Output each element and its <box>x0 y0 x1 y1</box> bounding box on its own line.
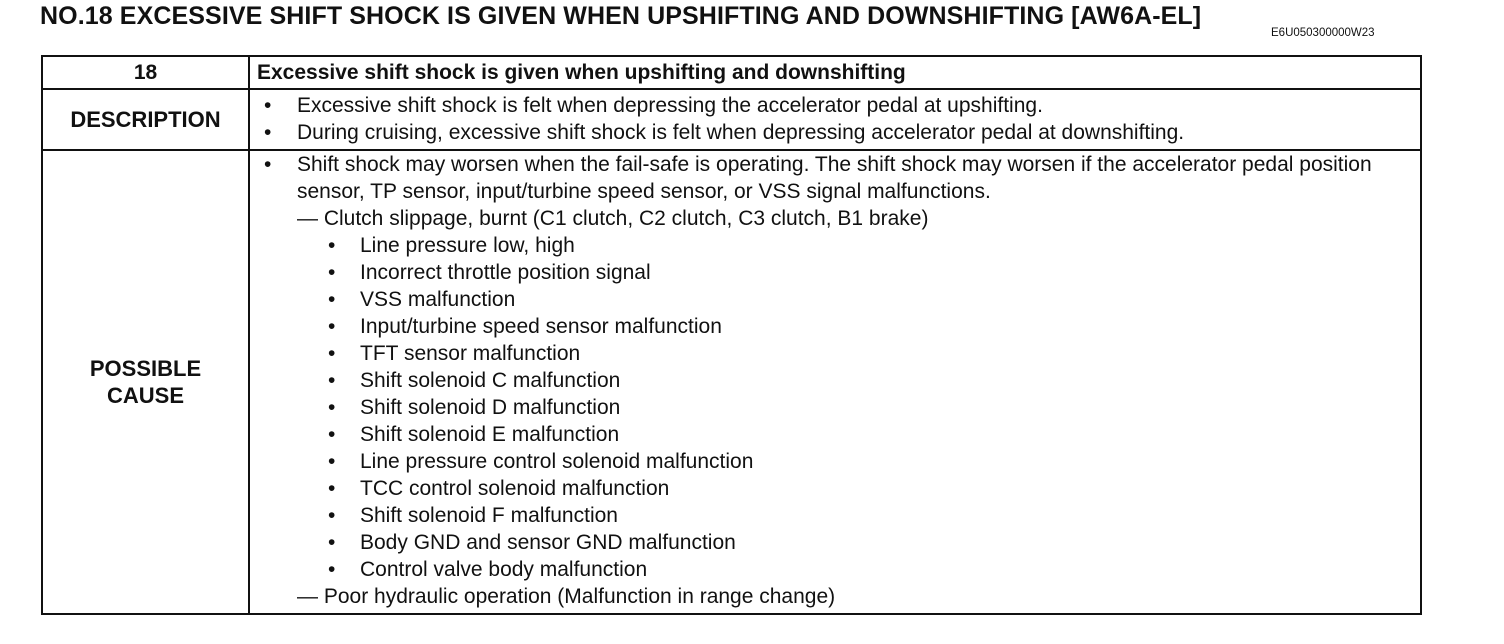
list-item-text: Control valve body malfunction <box>360 558 648 581</box>
bullet-icon: • <box>328 423 336 446</box>
cause-intro <box>250 151 1420 205</box>
bullet-icon: • <box>264 94 272 117</box>
list-item <box>250 475 1420 502</box>
list-item <box>250 394 1420 421</box>
list-item-text: Shift solenoid C malfunction <box>360 369 621 392</box>
list-item <box>250 232 1420 259</box>
bullet-icon: • <box>328 342 336 365</box>
possible-cause-row <box>42 150 1421 614</box>
bullet-icon: • <box>328 477 336 500</box>
bullet-icon: • <box>328 396 336 419</box>
cause-intro-text: Shift shock may worsen when the fail-safe is operating. The shift shock may worsen if the accelerator pedal position sensor, TP sensor, input/turbine speed sensor, or VSS signal malfunctions. <box>297 153 1372 203</box>
list-item <box>250 367 1420 394</box>
bullet-icon: • <box>328 288 336 311</box>
description-content <box>249 89 1421 150</box>
possible-cause-label-line1: POSSIBLE <box>89 356 202 381</box>
description-item-text: During cruising, excessive shift shock is felt when depressing accelerator pedal at downshifting. <box>297 121 1185 144</box>
cause-dash-hydraulic: — Poor hydraulic operation (Malfunction in range change) <box>297 585 836 608</box>
description-row <box>42 89 1421 150</box>
possible-cause-content <box>249 150 1421 614</box>
list-item-text: Shift solenoid E malfunction <box>360 423 620 446</box>
page-title: NO.18 EXCESSIVE SHIFT SHOCK IS GIVEN WHEN UPSHIFTING AND DOWNSHIFTING [AW6A-EL] <box>40 2 1202 30</box>
list-item <box>250 340 1420 367</box>
list-item-text: TCC control solenoid malfunction <box>360 477 670 500</box>
bullet-icon: • <box>328 261 336 284</box>
troubleshooting-table <box>41 55 1422 615</box>
list-item-text: Body GND and sensor GND malfunction <box>360 531 736 554</box>
cause-dash-clutch-slippage: — Clutch slippage, burnt (C1 clutch, C2 clutch, C3 clutch, B1 brake) <box>297 207 929 230</box>
list-item-text: Input/turbine speed sensor malfunction <box>360 315 722 338</box>
list-item-text: TFT sensor malfunction <box>360 342 581 365</box>
bullet-icon: • <box>328 450 336 473</box>
description-item-text: Excessive shift shock is felt when depressing the accelerator pedal at upshifting. <box>297 94 1043 117</box>
possible-cause-label <box>42 150 249 614</box>
list-item <box>250 313 1420 340</box>
list-item <box>250 448 1420 475</box>
list-item <box>250 556 1420 583</box>
table-header-row <box>42 56 1421 89</box>
list-item <box>250 286 1420 313</box>
list-item-text: Line pressure control solenoid malfunction <box>360 450 754 473</box>
description-label: DESCRIPTION <box>42 89 249 150</box>
bullet-icon: • <box>328 558 336 581</box>
list-item <box>250 529 1420 556</box>
list-item <box>250 502 1420 529</box>
bullet-icon: • <box>264 153 272 176</box>
description-item <box>250 92 1420 119</box>
bullet-icon: • <box>328 369 336 392</box>
bullet-icon: • <box>328 531 336 554</box>
bullet-icon: • <box>328 504 336 527</box>
list-item <box>250 259 1420 286</box>
symptom-heading: Excessive shift shock is given when upshifting and downshifting <box>249 56 1421 89</box>
list-item-text: VSS malfunction <box>360 288 516 311</box>
symptom-number: 18 <box>42 56 249 89</box>
list-item-text: Incorrect throttle position signal <box>360 261 651 284</box>
possible-cause-label-line2: CAUSE <box>106 383 184 408</box>
bullet-icon: • <box>264 121 272 144</box>
bullet-icon: • <box>328 234 336 257</box>
list-item-text: Shift solenoid F malfunction <box>360 504 618 527</box>
bullet-icon: • <box>328 315 336 338</box>
description-item <box>250 119 1420 146</box>
cause-sub-list <box>250 232 1420 583</box>
list-item <box>250 421 1420 448</box>
list-item-text: Line pressure low, high <box>360 234 575 257</box>
list-item-text: Shift solenoid D malfunction <box>360 396 621 419</box>
document-code: E6U050300000W23 <box>1271 27 1375 39</box>
